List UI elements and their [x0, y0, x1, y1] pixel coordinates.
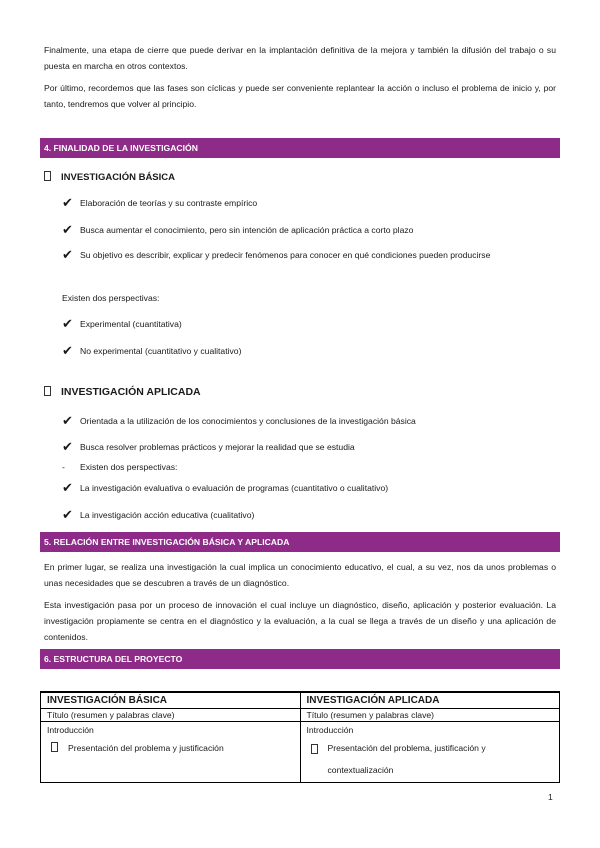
table-header-aplicada: INVESTIGACIÓN APLICADA [300, 692, 560, 709]
aplicada-heading-text: INVESTIGACIÓN APLICADA [61, 386, 201, 398]
aplicada-item-2: ✔ Busca resolver problemas prácticos y mejorar la realidad que se estudia [62, 436, 556, 458]
section-5-header: 5. RELACIÓN ENTRE INVESTIGACIÓN BÁSICA Y APLICADA [40, 532, 560, 552]
basica-heading-text: INVESTIGACIÓN BÁSICA [61, 172, 176, 183]
basica-perspectivas-label: Existen dos perspectivas: [62, 293, 160, 303]
check-icon: ✔ [62, 247, 73, 262]
check-icon: ✔ [62, 343, 73, 358]
table-cell: Título (resumen y palabras clave) [300, 709, 560, 722]
check-icon: ✔ [62, 413, 73, 428]
section-6-header: 6. ESTRUCTURA DEL PROYECTO [40, 649, 560, 669]
basica-item-3: ✔ Su objetivo es describir, explicar y predecir fenómenos para conocer en qué condiciones pueden producirse [62, 244, 556, 266]
project-structure-table [40, 691, 560, 783]
basica-item-2: ✔ Busca aumentar el conocimiento, pero sin intención de aplicación práctica a corto plazo [62, 219, 556, 241]
table-cell: Introducción Presentación del problema, justificación y contextualización [300, 722, 560, 783]
basica-perspectiva-2: ✔ No experimental (cuantitativo y cualitativo) [62, 340, 556, 362]
dash-icon: - [62, 462, 65, 472]
section-5-paragraph-1: En primer lugar, se realiza una investigación la cual implica un conocimiento educativo, el cual, a su vez, nos da unos problemas o unas necesidades que se descubren a través de un diagnóstico. [44, 562, 556, 588]
intro-paragraph-1: Finalmente, una etapa de cierre que puede derivar en la implantación definitiva de la mejora y también la difusión del trabajo o su puesta en marcha en otros contextos. [44, 45, 556, 71]
bullet-box-icon [44, 171, 51, 181]
aplicada-perspectivas-label: - Existen dos perspectivas: [62, 462, 178, 472]
section-5-paragraph-2: Esta investigación pasa por un proceso de innovación el cual incluye un diagnóstico, diseño, aplicación y posterior evaluación. La investigación propiamente se centra en el diagnóstico y la evaluación, a la cual se llega a través de un diseño y una aplicación de contenidos. [44, 600, 556, 642]
table-cell: Introducción Presentación del problema y justificación [41, 722, 301, 783]
basica-perspectiva-1: ✔ Experimental (cuantitativa) [62, 313, 556, 335]
check-icon: ✔ [62, 222, 73, 237]
bullet-box-icon [51, 742, 58, 752]
bullet-box-icon [44, 386, 51, 396]
aplicada-item-1: ✔ Orientada a la utilización de los conocimientos y conclusiones de la investigación básica [62, 410, 556, 432]
basica-heading [44, 171, 175, 183]
basica-item-1: ✔ Elaboración de teorías y su contraste empírico [62, 192, 556, 214]
bullet-box-icon [311, 744, 318, 754]
check-icon: ✔ [62, 439, 73, 454]
check-icon: ✔ [62, 480, 73, 495]
section-4-header: 4. FINALIDAD DE LA INVESTIGACIÓN [40, 138, 560, 158]
table-sub-item: Presentación del problema y justificación [51, 737, 294, 759]
page-number: 1 [548, 792, 553, 802]
table-cell: Título (resumen y palabras clave) [41, 709, 301, 722]
aplicada-perspectiva-1: ✔ La investigación evaluativa o evaluación de programas (cuantitativo o cualitativo) [62, 477, 556, 499]
aplicada-perspectiva-2: ✔ La investigación acción educativa (cualitativo) [62, 504, 556, 526]
intro-paragraph-2: Por último, recordemos que las fases son cíclicas y puede ser conveniente replantear la acción o incluso el problema de inicio y, por tanto, tendremos que volver al principio. [44, 83, 556, 109]
check-icon: ✔ [62, 316, 73, 331]
table-sub-item: Presentación del problema, justificación y contextualización [311, 737, 554, 781]
table-header-basica: INVESTIGACIÓN BÁSICA [41, 692, 301, 709]
aplicada-heading [44, 386, 201, 398]
check-icon: ✔ [62, 507, 73, 522]
check-icon: ✔ [62, 195, 73, 210]
